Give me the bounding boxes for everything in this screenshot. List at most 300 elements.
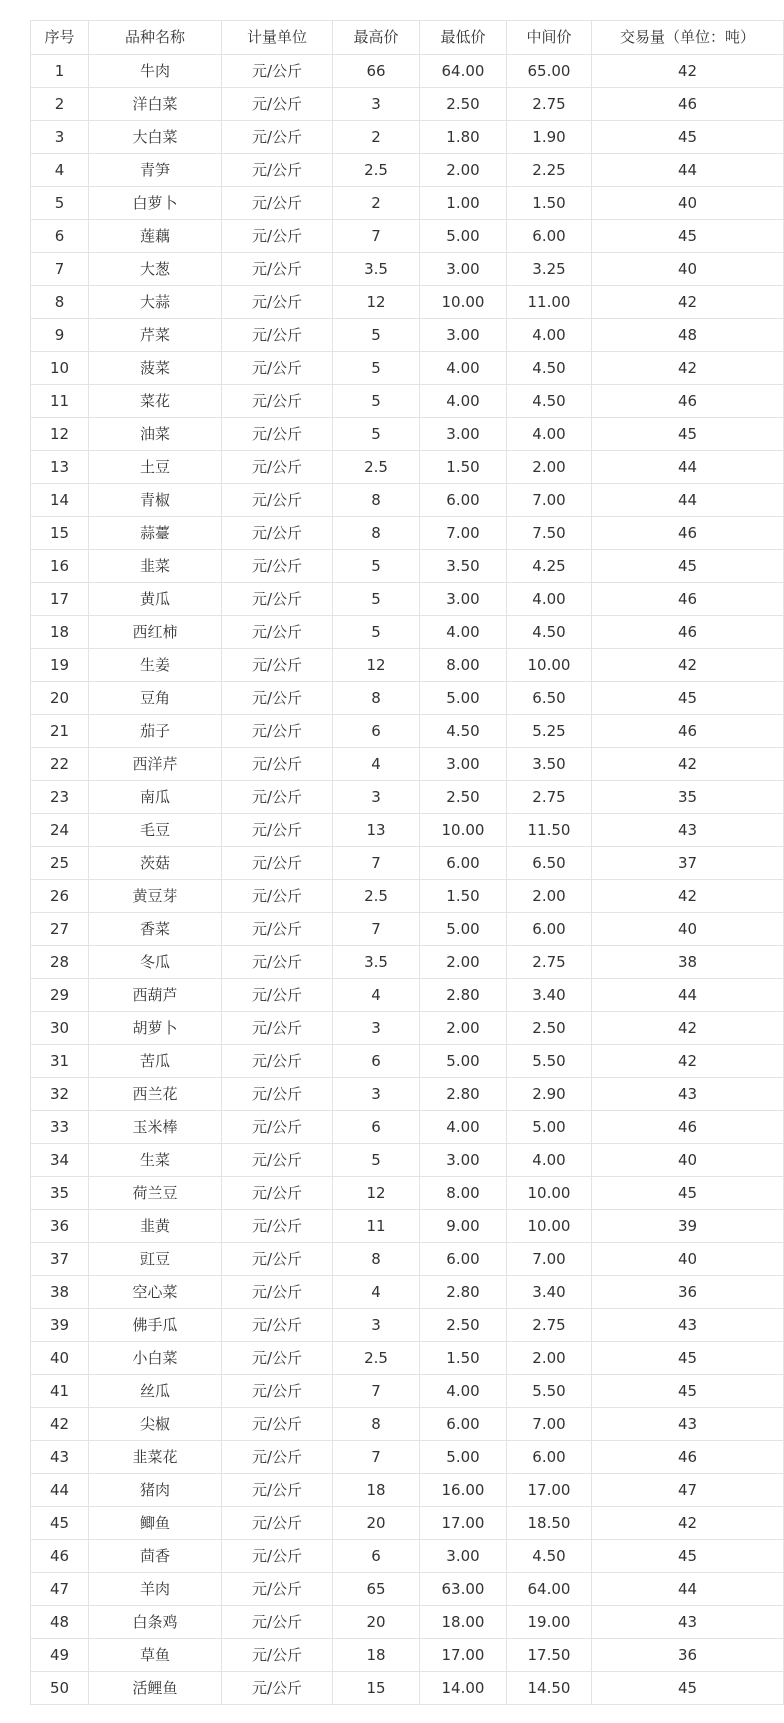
cell-mid-price: 4.00 xyxy=(507,1144,592,1177)
cell-max-price: 6 xyxy=(333,1540,420,1573)
cell-volume: 44 xyxy=(592,1573,784,1606)
cell-max-price: 13 xyxy=(333,814,420,847)
cell-unit: 元/公斤 xyxy=(222,418,333,451)
cell-unit: 元/公斤 xyxy=(222,253,333,286)
header-mid-price: 中间价 xyxy=(507,21,592,55)
cell-unit: 元/公斤 xyxy=(222,1474,333,1507)
cell-volume: 46 xyxy=(592,385,784,418)
table-row xyxy=(31,1177,784,1210)
cell-serial: 41 xyxy=(31,1375,89,1408)
cell-min-price: 1.80 xyxy=(420,121,507,154)
cell-variety-name: 韭黄 xyxy=(89,1210,222,1243)
cell-variety-name: 大蒜 xyxy=(89,286,222,319)
cell-unit: 元/公斤 xyxy=(222,682,333,715)
cell-volume: 47 xyxy=(592,1474,784,1507)
cell-variety-name: 油菜 xyxy=(89,418,222,451)
cell-max-price: 4 xyxy=(333,748,420,781)
cell-unit: 元/公斤 xyxy=(222,1672,333,1705)
cell-serial: 33 xyxy=(31,1111,89,1144)
cell-max-price: 65 xyxy=(333,1573,420,1606)
cell-max-price: 7 xyxy=(333,847,420,880)
cell-max-price: 5 xyxy=(333,352,420,385)
cell-unit: 元/公斤 xyxy=(222,187,333,220)
cell-variety-name: 苦瓜 xyxy=(89,1045,222,1078)
cell-variety-name: 大葱 xyxy=(89,253,222,286)
cell-serial: 18 xyxy=(31,616,89,649)
cell-unit: 元/公斤 xyxy=(222,484,333,517)
table-row xyxy=(31,1210,784,1243)
cell-unit: 元/公斤 xyxy=(222,946,333,979)
cell-serial: 32 xyxy=(31,1078,89,1111)
cell-max-price: 15 xyxy=(333,1672,420,1705)
cell-max-price: 5 xyxy=(333,1144,420,1177)
cell-serial: 8 xyxy=(31,286,89,319)
cell-unit: 元/公斤 xyxy=(222,451,333,484)
cell-max-price: 12 xyxy=(333,1177,420,1210)
cell-variety-name: 活鲤鱼 xyxy=(89,1672,222,1705)
cell-variety-name: 青椒 xyxy=(89,484,222,517)
cell-max-price: 3 xyxy=(333,1309,420,1342)
cell-variety-name: 茨菇 xyxy=(89,847,222,880)
cell-unit: 元/公斤 xyxy=(222,781,333,814)
cell-serial: 42 xyxy=(31,1408,89,1441)
cell-min-price: 2.00 xyxy=(420,154,507,187)
cell-mid-price: 2.00 xyxy=(507,451,592,484)
cell-volume: 45 xyxy=(592,418,784,451)
cell-min-price: 64.00 xyxy=(420,55,507,88)
cell-volume: 45 xyxy=(592,121,784,154)
table-row xyxy=(31,187,784,220)
cell-variety-name: 玉米棒 xyxy=(89,1111,222,1144)
cell-max-price: 8 xyxy=(333,1408,420,1441)
cell-mid-price: 1.90 xyxy=(507,121,592,154)
cell-min-price: 1.00 xyxy=(420,187,507,220)
cell-volume: 46 xyxy=(592,583,784,616)
table-row xyxy=(31,616,784,649)
table-row xyxy=(31,649,784,682)
cell-mid-price: 2.25 xyxy=(507,154,592,187)
cell-min-price: 5.00 xyxy=(420,1045,507,1078)
cell-variety-name: 青笋 xyxy=(89,154,222,187)
cell-serial: 30 xyxy=(31,1012,89,1045)
cell-volume: 44 xyxy=(592,484,784,517)
cell-min-price: 3.00 xyxy=(420,748,507,781)
cell-min-price: 6.00 xyxy=(420,847,507,880)
cell-variety-name: 茄子 xyxy=(89,715,222,748)
cell-serial: 21 xyxy=(31,715,89,748)
cell-min-price: 2.80 xyxy=(420,1276,507,1309)
table-row xyxy=(31,1606,784,1639)
cell-max-price: 8 xyxy=(333,517,420,550)
table-row xyxy=(31,913,784,946)
cell-serial: 40 xyxy=(31,1342,89,1375)
cell-serial: 39 xyxy=(31,1309,89,1342)
table-row xyxy=(31,781,784,814)
cell-min-price: 2.50 xyxy=(420,781,507,814)
cell-max-price: 4 xyxy=(333,1276,420,1309)
table-row xyxy=(31,220,784,253)
cell-mid-price: 4.50 xyxy=(507,1540,592,1573)
cell-mid-price: 65.00 xyxy=(507,55,592,88)
cell-variety-name: 牛肉 xyxy=(89,55,222,88)
cell-serial: 17 xyxy=(31,583,89,616)
cell-serial: 2 xyxy=(31,88,89,121)
cell-variety-name: 胡萝卜 xyxy=(89,1012,222,1045)
cell-mid-price: 18.50 xyxy=(507,1507,592,1540)
cell-variety-name: 豇豆 xyxy=(89,1243,222,1276)
table-row xyxy=(31,385,784,418)
cell-serial: 5 xyxy=(31,187,89,220)
cell-min-price: 4.00 xyxy=(420,616,507,649)
table-row xyxy=(31,319,784,352)
cell-serial: 3 xyxy=(31,121,89,154)
cell-volume: 43 xyxy=(592,1606,784,1639)
cell-unit: 元/公斤 xyxy=(222,1210,333,1243)
cell-min-price: 1.50 xyxy=(420,1342,507,1375)
cell-serial: 12 xyxy=(31,418,89,451)
cell-variety-name: 豆角 xyxy=(89,682,222,715)
cell-volume: 39 xyxy=(592,1210,784,1243)
cell-volume: 36 xyxy=(592,1639,784,1672)
cell-unit: 元/公斤 xyxy=(222,649,333,682)
cell-volume: 45 xyxy=(592,220,784,253)
cell-min-price: 3.00 xyxy=(420,418,507,451)
cell-mid-price: 6.50 xyxy=(507,682,592,715)
cell-serial: 16 xyxy=(31,550,89,583)
cell-variety-name: 茴香 xyxy=(89,1540,222,1573)
cell-serial: 9 xyxy=(31,319,89,352)
cell-unit: 元/公斤 xyxy=(222,748,333,781)
cell-variety-name: 丝瓜 xyxy=(89,1375,222,1408)
cell-serial: 14 xyxy=(31,484,89,517)
cell-min-price: 8.00 xyxy=(420,1177,507,1210)
cell-max-price: 7 xyxy=(333,1375,420,1408)
cell-volume: 35 xyxy=(592,781,784,814)
table-row xyxy=(31,1012,784,1045)
cell-variety-name: 空心菜 xyxy=(89,1276,222,1309)
header-max-price: 最高价 xyxy=(333,21,420,55)
cell-mid-price: 3.40 xyxy=(507,979,592,1012)
cell-unit: 元/公斤 xyxy=(222,1177,333,1210)
cell-volume: 45 xyxy=(592,1672,784,1705)
cell-variety-name: 尖椒 xyxy=(89,1408,222,1441)
cell-variety-name: 韭菜花 xyxy=(89,1441,222,1474)
cell-min-price: 16.00 xyxy=(420,1474,507,1507)
cell-serial: 10 xyxy=(31,352,89,385)
table-row xyxy=(31,550,784,583)
cell-volume: 45 xyxy=(592,550,784,583)
cell-max-price: 2.5 xyxy=(333,880,420,913)
cell-mid-price: 10.00 xyxy=(507,649,592,682)
cell-mid-price: 11.00 xyxy=(507,286,592,319)
table-row xyxy=(31,1474,784,1507)
cell-variety-name: 黄瓜 xyxy=(89,583,222,616)
cell-min-price: 3.00 xyxy=(420,253,507,286)
cell-volume: 38 xyxy=(592,946,784,979)
cell-variety-name: 芹菜 xyxy=(89,319,222,352)
cell-volume: 42 xyxy=(592,352,784,385)
cell-volume: 42 xyxy=(592,880,784,913)
cell-serial: 4 xyxy=(31,154,89,187)
cell-min-price: 10.00 xyxy=(420,286,507,319)
cell-min-price: 3.00 xyxy=(420,1540,507,1573)
cell-mid-price: 2.00 xyxy=(507,1342,592,1375)
cell-variety-name: 菜花 xyxy=(89,385,222,418)
cell-unit: 元/公斤 xyxy=(222,88,333,121)
cell-unit: 元/公斤 xyxy=(222,1144,333,1177)
cell-max-price: 18 xyxy=(333,1639,420,1672)
cell-volume: 40 xyxy=(592,913,784,946)
cell-serial: 47 xyxy=(31,1573,89,1606)
cell-variety-name: 羊肉 xyxy=(89,1573,222,1606)
cell-volume: 45 xyxy=(592,1177,784,1210)
cell-serial: 27 xyxy=(31,913,89,946)
cell-min-price: 2.50 xyxy=(420,88,507,121)
cell-mid-price: 2.75 xyxy=(507,88,592,121)
cell-unit: 元/公斤 xyxy=(222,1111,333,1144)
cell-min-price: 3.00 xyxy=(420,583,507,616)
cell-serial: 23 xyxy=(31,781,89,814)
cell-max-price: 6 xyxy=(333,715,420,748)
cell-min-price: 17.00 xyxy=(420,1639,507,1672)
cell-mid-price: 5.00 xyxy=(507,1111,592,1144)
cell-volume: 48 xyxy=(592,319,784,352)
cell-volume: 42 xyxy=(592,748,784,781)
cell-mid-price: 3.50 xyxy=(507,748,592,781)
cell-volume: 46 xyxy=(592,616,784,649)
cell-min-price: 10.00 xyxy=(420,814,507,847)
cell-variety-name: 土豆 xyxy=(89,451,222,484)
cell-mid-price: 4.50 xyxy=(507,385,592,418)
cell-min-price: 9.00 xyxy=(420,1210,507,1243)
cell-variety-name: 西洋芹 xyxy=(89,748,222,781)
header-variety-name: 品种名称 xyxy=(89,21,222,55)
cell-variety-name: 荷兰豆 xyxy=(89,1177,222,1210)
cell-volume: 45 xyxy=(592,1540,784,1573)
cell-min-price: 18.00 xyxy=(420,1606,507,1639)
table-row xyxy=(31,1573,784,1606)
table-row xyxy=(31,1078,784,1111)
cell-min-price: 2.50 xyxy=(420,1309,507,1342)
table-row xyxy=(31,55,784,88)
cell-mid-price: 7.00 xyxy=(507,484,592,517)
cell-max-price: 20 xyxy=(333,1606,420,1639)
cell-unit: 元/公斤 xyxy=(222,1441,333,1474)
cell-variety-name: 蒜薹 xyxy=(89,517,222,550)
table-row xyxy=(31,1111,784,1144)
cell-volume: 42 xyxy=(592,649,784,682)
cell-unit: 元/公斤 xyxy=(222,814,333,847)
cell-variety-name: 西葫芦 xyxy=(89,979,222,1012)
cell-variety-name: 白萝卜 xyxy=(89,187,222,220)
cell-unit: 元/公斤 xyxy=(222,847,333,880)
cell-volume: 45 xyxy=(592,682,784,715)
cell-unit: 元/公斤 xyxy=(222,319,333,352)
table-header-row xyxy=(31,21,784,55)
cell-max-price: 5 xyxy=(333,550,420,583)
table-row xyxy=(31,88,784,121)
cell-min-price: 3.00 xyxy=(420,1144,507,1177)
table-row xyxy=(31,451,784,484)
cell-unit: 元/公斤 xyxy=(222,550,333,583)
table-row xyxy=(31,1309,784,1342)
cell-unit: 元/公斤 xyxy=(222,1540,333,1573)
cell-mid-price: 6.50 xyxy=(507,847,592,880)
cell-serial: 45 xyxy=(31,1507,89,1540)
cell-max-price: 4 xyxy=(333,979,420,1012)
cell-min-price: 1.50 xyxy=(420,451,507,484)
table-row xyxy=(31,1375,784,1408)
cell-unit: 元/公斤 xyxy=(222,1243,333,1276)
price-table xyxy=(30,20,784,1705)
table-row xyxy=(31,418,784,451)
table-row xyxy=(31,715,784,748)
cell-unit: 元/公斤 xyxy=(222,1507,333,1540)
cell-serial: 29 xyxy=(31,979,89,1012)
cell-min-price: 6.00 xyxy=(420,484,507,517)
cell-variety-name: 韭菜 xyxy=(89,550,222,583)
cell-max-price: 7 xyxy=(333,1441,420,1474)
cell-serial: 6 xyxy=(31,220,89,253)
cell-min-price: 17.00 xyxy=(420,1507,507,1540)
cell-serial: 19 xyxy=(31,649,89,682)
cell-max-price: 3 xyxy=(333,781,420,814)
cell-variety-name: 生菜 xyxy=(89,1144,222,1177)
cell-serial: 37 xyxy=(31,1243,89,1276)
cell-unit: 元/公斤 xyxy=(222,1342,333,1375)
table-row xyxy=(31,1672,784,1705)
cell-mid-price: 7.00 xyxy=(507,1243,592,1276)
table-row xyxy=(31,946,784,979)
cell-variety-name: 生姜 xyxy=(89,649,222,682)
cell-unit: 元/公斤 xyxy=(222,55,333,88)
cell-mid-price: 5.50 xyxy=(507,1375,592,1408)
cell-max-price: 18 xyxy=(333,1474,420,1507)
cell-min-price: 5.00 xyxy=(420,913,507,946)
cell-mid-price: 11.50 xyxy=(507,814,592,847)
table-row xyxy=(31,352,784,385)
cell-unit: 元/公斤 xyxy=(222,979,333,1012)
cell-serial: 48 xyxy=(31,1606,89,1639)
cell-mid-price: 17.00 xyxy=(507,1474,592,1507)
table-row xyxy=(31,1243,784,1276)
cell-max-price: 2.5 xyxy=(333,1342,420,1375)
cell-min-price: 8.00 xyxy=(420,649,507,682)
cell-serial: 50 xyxy=(31,1672,89,1705)
cell-max-price: 5 xyxy=(333,583,420,616)
cell-mid-price: 4.25 xyxy=(507,550,592,583)
cell-unit: 元/公斤 xyxy=(222,1573,333,1606)
cell-min-price: 4.00 xyxy=(420,352,507,385)
table-row xyxy=(31,1276,784,1309)
cell-serial: 44 xyxy=(31,1474,89,1507)
cell-unit: 元/公斤 xyxy=(222,1408,333,1441)
cell-min-price: 4.50 xyxy=(420,715,507,748)
cell-min-price: 4.00 xyxy=(420,1375,507,1408)
table-row xyxy=(31,1639,784,1672)
cell-serial: 46 xyxy=(31,1540,89,1573)
cell-serial: 34 xyxy=(31,1144,89,1177)
cell-variety-name: 毛豆 xyxy=(89,814,222,847)
cell-volume: 43 xyxy=(592,1309,784,1342)
table-row xyxy=(31,979,784,1012)
cell-max-price: 12 xyxy=(333,649,420,682)
cell-serial: 15 xyxy=(31,517,89,550)
cell-unit: 元/公斤 xyxy=(222,1012,333,1045)
cell-unit: 元/公斤 xyxy=(222,715,333,748)
cell-min-price: 6.00 xyxy=(420,1408,507,1441)
cell-unit: 元/公斤 xyxy=(222,1606,333,1639)
cell-unit: 元/公斤 xyxy=(222,880,333,913)
cell-variety-name: 洋白菜 xyxy=(89,88,222,121)
table-row xyxy=(31,682,784,715)
cell-mid-price: 5.25 xyxy=(507,715,592,748)
cell-volume: 42 xyxy=(592,55,784,88)
cell-variety-name: 菠菜 xyxy=(89,352,222,385)
table-row xyxy=(31,517,784,550)
cell-max-price: 3 xyxy=(333,88,420,121)
cell-max-price: 11 xyxy=(333,1210,420,1243)
cell-variety-name: 鲫鱼 xyxy=(89,1507,222,1540)
cell-mid-price: 17.50 xyxy=(507,1639,592,1672)
cell-variety-name: 白条鸡 xyxy=(89,1606,222,1639)
cell-serial: 13 xyxy=(31,451,89,484)
table-row xyxy=(31,1144,784,1177)
cell-mid-price: 4.50 xyxy=(507,352,592,385)
cell-mid-price: 2.75 xyxy=(507,781,592,814)
cell-volume: 42 xyxy=(592,1507,784,1540)
cell-min-price: 5.00 xyxy=(420,682,507,715)
cell-mid-price: 2.50 xyxy=(507,1012,592,1045)
table-row xyxy=(31,484,784,517)
cell-variety-name: 南瓜 xyxy=(89,781,222,814)
cell-serial: 26 xyxy=(31,880,89,913)
cell-mid-price: 4.50 xyxy=(507,616,592,649)
cell-unit: 元/公斤 xyxy=(222,583,333,616)
cell-unit: 元/公斤 xyxy=(222,616,333,649)
cell-variety-name: 冬瓜 xyxy=(89,946,222,979)
cell-min-price: 5.00 xyxy=(420,1441,507,1474)
table-row xyxy=(31,748,784,781)
cell-mid-price: 2.75 xyxy=(507,946,592,979)
cell-unit: 元/公斤 xyxy=(222,121,333,154)
cell-volume: 43 xyxy=(592,1078,784,1111)
cell-unit: 元/公斤 xyxy=(222,1375,333,1408)
cell-serial: 7 xyxy=(31,253,89,286)
cell-volume: 40 xyxy=(592,253,784,286)
cell-volume: 40 xyxy=(592,1144,784,1177)
cell-volume: 46 xyxy=(592,1441,784,1474)
cell-mid-price: 1.50 xyxy=(507,187,592,220)
cell-unit: 元/公斤 xyxy=(222,352,333,385)
cell-variety-name: 西兰花 xyxy=(89,1078,222,1111)
cell-min-price: 2.80 xyxy=(420,979,507,1012)
cell-volume: 45 xyxy=(592,1342,784,1375)
table-row xyxy=(31,814,784,847)
table-row xyxy=(31,847,784,880)
cell-volume: 44 xyxy=(592,154,784,187)
cell-mid-price: 2.75 xyxy=(507,1309,592,1342)
cell-serial: 1 xyxy=(31,55,89,88)
cell-serial: 35 xyxy=(31,1177,89,1210)
cell-volume: 40 xyxy=(592,187,784,220)
cell-min-price: 2.00 xyxy=(420,946,507,979)
cell-max-price: 2.5 xyxy=(333,451,420,484)
cell-serial: 38 xyxy=(31,1276,89,1309)
cell-mid-price: 2.00 xyxy=(507,880,592,913)
table-row xyxy=(31,1441,784,1474)
cell-volume: 42 xyxy=(592,286,784,319)
